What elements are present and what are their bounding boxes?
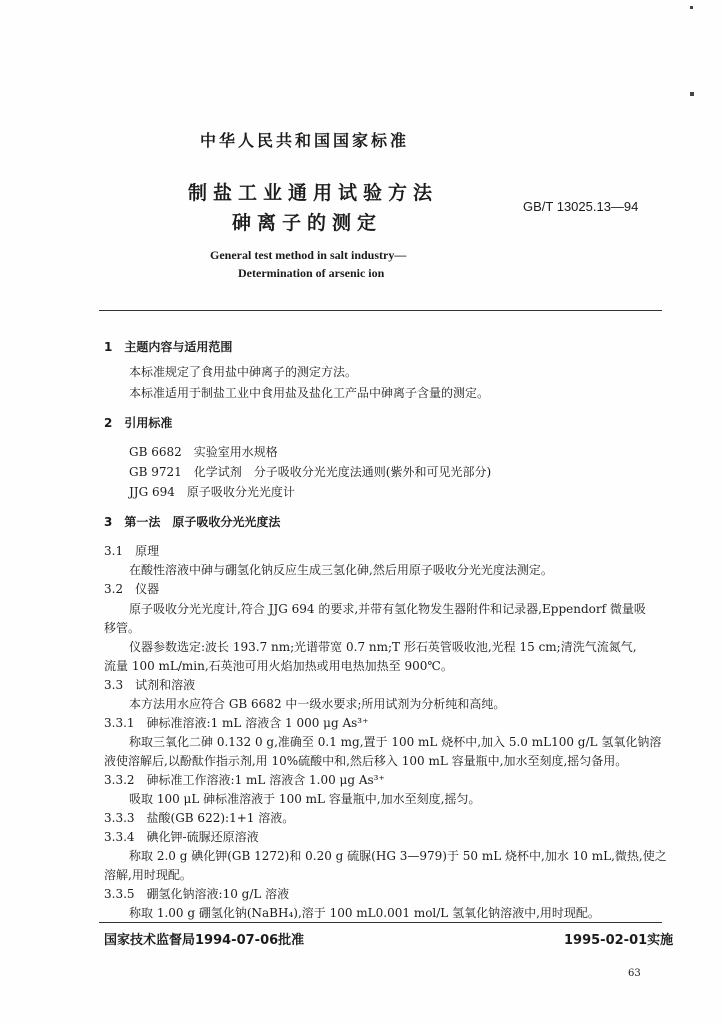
subsection-heading: 3.3.5 硼氢化钠溶液:10 g/L 溶液 (104, 887, 290, 901)
standard-code: GB/T 13025.13—94 (523, 199, 639, 214)
title-cn-line1: 制盐工业通用试验方法 (188, 182, 439, 204)
subsection-heading: 3.3 试剂和溶液 (104, 678, 196, 692)
scan-mark (690, 6, 693, 9)
title-en-line2: Determination of arsenic ion (238, 266, 385, 280)
reference-item: JJG 694 原子吸收分光光度计 (129, 485, 295, 499)
reference-item: GB 6682 实验室用水规格 (129, 445, 278, 459)
paragraph: 在酸性溶液中砷与硼氢化钠反应生成三氢化砷,然后用原子吸收分光光度法测定。 (129, 563, 553, 577)
subsection-heading: 3.3.3 盐酸(GB 622):1+1 溶液。 (104, 811, 295, 825)
paragraph: 称取 2.0 g 碘化钾(GB 1272)和 0.20 g 硫脲(HG 3—979)于 50 mL 烧杯中,加水 10 mL,微热,使之 (129, 849, 667, 863)
subsection-heading: 3.1 原理 (104, 544, 160, 558)
paragraph-continued: 液使溶解后,以酚酞作指示剂,用 10%硫酸中和,然后移入 100 mL 容量瓶中,加水至刻度,摇匀备用。 (104, 754, 628, 768)
paragraph: 吸取 100 μL 砷标准溶液于 100 mL 容量瓶中,加水至刻度,摇匀。 (129, 792, 481, 806)
national-standard-heading: 中华人民共和国国家标准 (200, 131, 410, 150)
paragraph: 原子吸收分光光度计,符合 JJG 694 的要求,并带有氢化物发生器附件和记录器,Eppendorf 微量吸 (129, 602, 646, 616)
subsection-heading: 3.3.2 砷标准工作溶液:1 mL 溶液含 1.00 μg As³⁺ (104, 773, 385, 787)
subsection-heading: 3.3.1 砷标准溶液:1 mL 溶液含 1 000 μg As³⁺ (104, 716, 369, 730)
paragraph-continued: 流量 100 mL/min,石英池可用火焰加热或用电热加热至 900℃。 (104, 659, 453, 673)
implementation-date: 1995-02-01实施 (564, 933, 674, 948)
section-heading: 3 第一法 原子吸收分光光度法 (104, 515, 281, 529)
page-number: 63 (628, 968, 641, 979)
approval-note: 国家技术监督局1994-07-06批准 (104, 933, 305, 948)
subsection-heading: 3.3.4 碘化钾-硫脲还原溶液 (104, 830, 259, 844)
subsection-heading: 3.2 仪器 (104, 582, 160, 596)
title-cn-line2: 砷离子的测定 (232, 212, 383, 234)
paragraph: 本标准适用于制盐工业中食用盐及盐化工产品中砷离子含量的测定。 (129, 386, 490, 400)
title-en-line1: General test method in salt industry— (210, 248, 407, 262)
scan-mark (690, 92, 694, 96)
paragraph: 本方法用水应符合 GB 6682 中一级水要求;所用试剂为分析纯和高纯。 (129, 697, 506, 711)
paragraph: 称取三氧化二砷 0.132 0 g,准确至 0.1 mg,置于 100 mL 烧杯中,加入 5.0 mL100 g/L 氢氧化钠溶 (129, 735, 662, 749)
paragraph: 本标准规定了食用盐中砷离子的测定方法。 (129, 365, 358, 379)
paragraph: 称取 1.00 g 硼氢化钠(NaBH₄),溶于 100 mL0.001 mol/L 氢氧化钠溶液中,用时现配。 (129, 906, 600, 920)
paragraph-continued: 移管。 (104, 621, 141, 635)
footer-divider (99, 922, 662, 923)
paragraph: 仪器参数选定:波长 193.7 nm;光谱带宽 0.7 nm;T 形石英管吸收池,光程 15 cm;清洗气流氮气, (129, 640, 637, 654)
reference-item: GB 9721 化学试剂 分子吸收分光光度法通则(紫外和可见光部分) (129, 465, 492, 479)
header-divider (99, 310, 662, 311)
section-heading: 2 引用标准 (104, 416, 173, 430)
section-heading: 1 主题内容与适用范围 (104, 340, 233, 354)
paragraph-continued: 溶解,用时现配。 (104, 868, 192, 882)
